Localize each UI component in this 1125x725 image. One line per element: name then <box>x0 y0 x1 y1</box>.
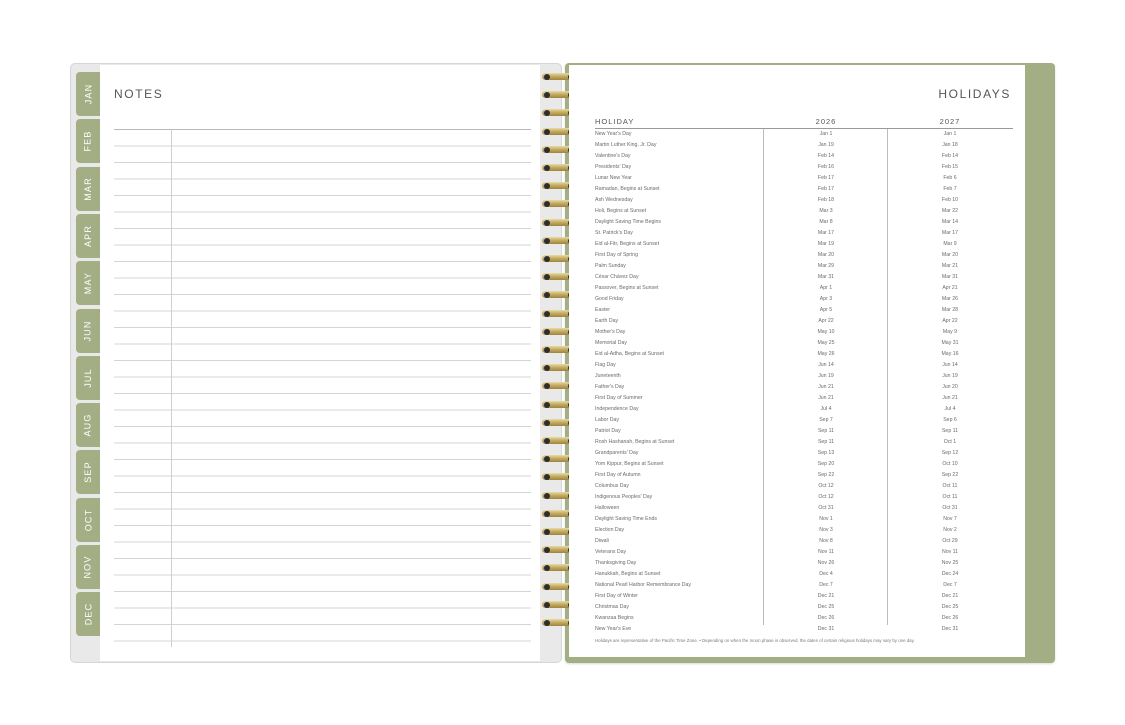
date-year-2: Nov 7 <box>943 516 957 522</box>
month-tab-label: DEC <box>82 602 93 626</box>
date-year-2: Mar 31 <box>941 274 959 280</box>
table-row <box>595 569 1013 580</box>
date-year-1: Feb 17 <box>817 186 835 192</box>
date-year-1: Mar 29 <box>817 263 835 269</box>
holiday-name: Valentine's Day <box>595 153 631 159</box>
holiday-name: Halloween <box>595 505 620 511</box>
date-year-2: Sep 6 <box>943 417 957 423</box>
date-year-1: Jul 4 <box>820 406 832 412</box>
date-year-1: Feb 17 <box>817 175 835 181</box>
holiday-name: Christmas Day <box>595 604 630 610</box>
holiday-name: Daylight Saving Time Begins <box>595 219 662 225</box>
footnote: Holidays are representative of the Pacific Time Zone. • Depending on when the moon phase is observed, the dates of certain religious holidays may vary by one day. <box>595 638 915 643</box>
holidays-page <box>569 65 1025 657</box>
date-year-2: Jun 14 <box>942 362 958 368</box>
table-row <box>595 558 1013 569</box>
month-tab-jun[interactable] <box>76 309 100 353</box>
date-year-1: Dec 21 <box>817 593 835 599</box>
holiday-name: Indigenous Peoples' Day <box>595 494 653 500</box>
table-header <box>595 116 1013 129</box>
date-year-1: Oct 12 <box>818 494 834 500</box>
table-row <box>595 173 1013 184</box>
month-tab-aug[interactable] <box>76 403 100 447</box>
date-year-2: Sep 22 <box>941 472 959 478</box>
date-year-1: Nov 8 <box>819 538 833 544</box>
date-year-1: Nov 1 <box>819 516 833 522</box>
table-row <box>595 426 1013 437</box>
holiday-name: New Year's Eve <box>595 626 632 632</box>
date-year-2: Feb 15 <box>941 164 959 170</box>
month-tab-label: MAY <box>83 271 93 295</box>
month-tab-apr[interactable] <box>76 214 100 258</box>
date-year-1: Apr 1 <box>819 285 833 291</box>
date-year-1: Nov 26 <box>817 560 835 566</box>
month-tab-label: JUL <box>82 367 93 388</box>
date-year-2: Mar 17 <box>941 230 959 236</box>
date-year-1: Mar 17 <box>817 230 835 236</box>
holiday-name: Good Friday <box>595 296 624 302</box>
date-year-2: Mar 28 <box>941 307 959 313</box>
table-row <box>595 382 1013 393</box>
date-year-2: Dec 21 <box>941 593 959 599</box>
date-year-1: May 10 <box>817 329 835 335</box>
date-year-2: May 9 <box>942 329 958 335</box>
table-row <box>595 470 1013 481</box>
month-tab-label: JAN <box>82 83 93 105</box>
holiday-name: César Chávez Day <box>595 274 639 280</box>
date-year-2: Nov 11 <box>941 549 959 555</box>
date-year-1: Dec 25 <box>817 604 835 610</box>
table-row <box>595 228 1013 239</box>
holiday-name: Yom Kippur, Begins at Sunset <box>595 461 664 467</box>
holiday-name: St. Patrick's Day <box>595 230 633 236</box>
holiday-name: Martin Luther King, Jr. Day <box>595 142 657 148</box>
date-year-2: Dec 24 <box>941 571 959 577</box>
holiday-name: First Day of Winter <box>595 593 638 599</box>
holiday-name: Kwanzaa Begins <box>595 615 634 621</box>
holiday-name: National Pearl Harbor Remembrance Day <box>595 582 692 588</box>
holiday-name: Daylight Saving Time Ends <box>595 516 657 522</box>
month-tab-label: JUN <box>82 319 93 342</box>
holidays-table <box>595 116 1013 635</box>
date-year-2: Feb 14 <box>941 153 959 159</box>
date-year-2: Oct 1 <box>943 439 957 445</box>
date-year-2: Sep 11 <box>941 428 959 434</box>
month-tab-label: MAR <box>82 176 93 201</box>
date-year-2: Nov 25 <box>941 560 959 566</box>
table-row <box>595 580 1013 591</box>
date-year-1: Sep 11 <box>817 428 835 434</box>
date-year-2: Nov 2 <box>943 527 957 533</box>
date-year-1: Nov 11 <box>817 549 835 555</box>
notes-margin-divider <box>171 129 172 647</box>
date-year-1: Mar 19 <box>817 241 835 247</box>
table-row <box>595 206 1013 217</box>
date-year-2: Jun 19 <box>942 373 958 379</box>
month-tab-jul[interactable] <box>76 356 100 400</box>
date-year-1: Jun 21 <box>818 395 834 401</box>
holiday-name: Columbus Day <box>595 483 630 489</box>
table-row <box>595 349 1013 360</box>
month-tab-label: APR <box>82 224 93 247</box>
holiday-name: Ramadan, Begins at Sunset <box>595 186 660 192</box>
holiday-name: Holi, Begins at Sunset <box>595 208 647 214</box>
date-year-2: Mar 9 <box>943 241 957 247</box>
table-row <box>595 305 1013 316</box>
table-row <box>595 184 1013 195</box>
header-year-2: 2027 <box>939 117 961 126</box>
holiday-name: Election Day <box>595 527 625 533</box>
table-row <box>595 140 1013 151</box>
holiday-name: Palm Sunday <box>595 263 626 269</box>
table-row <box>595 514 1013 525</box>
table-row <box>595 283 1013 294</box>
table-row <box>595 327 1013 338</box>
holiday-name: Independence Day <box>595 406 639 412</box>
date-year-1: Mar 31 <box>817 274 835 280</box>
month-tab-jan[interactable] <box>76 72 100 116</box>
table-row <box>595 492 1013 503</box>
date-year-2: Jul 4 <box>944 406 956 412</box>
date-year-1: Dec 26 <box>817 615 835 621</box>
table-row <box>595 294 1013 305</box>
month-tab-oct[interactable] <box>76 498 100 542</box>
notes-lines <box>114 129 531 648</box>
holiday-name: First Day of Spring <box>595 252 638 258</box>
table-row <box>595 503 1013 514</box>
date-year-2: Mar 20 <box>941 252 959 258</box>
date-year-2: Jan 18 <box>942 142 958 148</box>
holiday-name: Diwali <box>595 538 609 544</box>
date-year-2: Mar 14 <box>941 219 959 225</box>
holiday-name: Ash Wednesday <box>595 197 633 203</box>
notes-page <box>100 65 540 661</box>
date-year-2: Apr 21 <box>942 285 958 291</box>
date-year-1: Oct 31 <box>818 505 834 511</box>
month-tab-nov[interactable] <box>76 545 100 589</box>
holiday-name: Passover, Begins at Sunset <box>595 285 659 291</box>
date-year-1: Sep 20 <box>817 461 835 467</box>
month-tab-label: NOV <box>82 555 93 579</box>
table-row <box>595 272 1013 283</box>
table-row <box>595 316 1013 327</box>
holiday-name: Veterans Day <box>595 549 627 555</box>
holiday-name: Patriot Day <box>595 428 621 434</box>
table-row <box>595 547 1013 558</box>
date-year-1: May 26 <box>817 351 835 357</box>
date-year-2: May 16 <box>941 351 959 357</box>
date-year-2: Dec 26 <box>941 615 959 621</box>
date-year-1: Nov 3 <box>819 527 833 533</box>
date-year-1: Jun 19 <box>818 373 834 379</box>
table-row <box>595 151 1013 162</box>
table-row <box>595 437 1013 448</box>
date-year-1: Dec 31 <box>817 626 835 632</box>
table-row <box>595 360 1013 371</box>
holiday-name: Easter <box>595 307 610 313</box>
date-year-2: Oct 10 <box>942 461 958 467</box>
table-row <box>595 525 1013 536</box>
date-year-1: Oct 12 <box>818 483 834 489</box>
date-year-2: Oct 11 <box>942 483 958 489</box>
date-year-1: Jun 21 <box>818 384 834 390</box>
table-row <box>595 393 1013 404</box>
date-year-2: Jun 20 <box>942 384 958 390</box>
table-row <box>595 459 1013 470</box>
table-row <box>595 129 1013 140</box>
holiday-name: Thanksgiving Day <box>595 560 637 566</box>
table-row <box>595 536 1013 547</box>
month-tab-feb[interactable] <box>76 119 100 163</box>
month-tab-label: FEB <box>82 130 93 152</box>
month-tab-label: AUG <box>82 413 93 437</box>
date-year-1: Apr 5 <box>819 307 833 313</box>
date-year-2: Feb 6 <box>943 175 957 181</box>
date-year-1: Sep 7 <box>819 417 833 423</box>
date-year-2: Apr 22 <box>942 318 958 324</box>
holiday-name: Flag Day <box>595 362 616 368</box>
date-year-2: Oct 11 <box>942 494 958 500</box>
month-tabs <box>76 72 100 650</box>
holiday-name: Juneteenth <box>595 373 621 379</box>
table-row <box>595 239 1013 250</box>
holiday-name: Labor Day <box>595 417 619 423</box>
date-year-2: Mar 22 <box>941 208 959 214</box>
date-year-1: Sep 22 <box>817 472 835 478</box>
month-tab-dec[interactable] <box>76 592 100 636</box>
date-year-1: Mar 8 <box>819 219 833 225</box>
date-year-1: Sep 11 <box>817 439 835 445</box>
date-year-2: Feb 7 <box>943 186 957 192</box>
holiday-name: First Day of Summer <box>595 395 643 401</box>
date-year-1: Feb 16 <box>817 164 835 170</box>
table-row <box>595 613 1013 624</box>
table-row <box>595 591 1013 602</box>
month-tab-may[interactable] <box>76 261 100 305</box>
date-year-2: May 31 <box>941 340 959 346</box>
table-row <box>595 261 1013 272</box>
holiday-name: Lunar New Year <box>595 175 632 181</box>
table-row <box>595 624 1013 635</box>
holiday-name: Memorial Day <box>595 340 627 346</box>
holiday-name: New Year's Day <box>595 131 632 137</box>
table-row <box>595 448 1013 459</box>
holiday-name: Eid al-Adha, Begins at Sunset <box>595 351 664 357</box>
date-year-2: Jan 1 <box>943 131 957 137</box>
header-year-1: 2026 <box>815 117 837 126</box>
holiday-name: Presidents' Day <box>595 164 632 170</box>
date-year-2: Sep 12 <box>941 450 959 456</box>
month-tab-sep[interactable] <box>76 450 100 494</box>
table-row <box>595 371 1013 382</box>
table-row <box>595 162 1013 173</box>
date-year-1: Feb 18 <box>817 197 835 203</box>
date-year-2: Oct 29 <box>942 538 958 544</box>
month-tab-label: SEP <box>82 461 93 484</box>
holiday-name: Earth Day <box>595 318 619 324</box>
date-year-2: Dec 25 <box>941 604 959 610</box>
date-year-1: May 25 <box>817 340 835 346</box>
month-tab-label: OCT <box>82 508 93 531</box>
holiday-name: Hanukkah, Begins at Sunset <box>595 571 661 577</box>
holiday-name: Grandparents' Day <box>595 450 639 456</box>
table-row <box>595 602 1013 613</box>
date-year-2: Dec 31 <box>941 626 959 632</box>
date-year-1: Jan 1 <box>819 131 833 137</box>
table-row <box>595 250 1013 261</box>
table-row <box>595 415 1013 426</box>
date-year-1: Sep 13 <box>817 450 835 456</box>
table-row <box>595 338 1013 349</box>
table-row <box>595 217 1013 228</box>
date-year-2: Mar 26 <box>941 296 959 302</box>
holidays-title: HOLIDAYS <box>938 87 1011 101</box>
holiday-name: Mother's Day <box>595 329 626 335</box>
date-year-1: Dec 7 <box>819 582 833 588</box>
table-row <box>595 481 1013 492</box>
date-year-1: Mar 20 <box>817 252 835 258</box>
date-year-1: Apr 22 <box>818 318 834 324</box>
month-tab-mar[interactable] <box>76 167 100 211</box>
date-year-1: Jun 14 <box>818 362 834 368</box>
date-year-1: Mar 3 <box>819 208 833 214</box>
table-row <box>595 195 1013 206</box>
holiday-name: Father's Day <box>595 384 625 390</box>
date-year-1: Apr 3 <box>819 296 833 302</box>
holiday-name: Rosh Hashanah, Begins at Sunset <box>595 439 675 445</box>
date-year-2: Oct 31 <box>942 505 958 511</box>
date-year-2: Jun 21 <box>942 395 958 401</box>
date-year-1: Feb 14 <box>817 153 835 159</box>
holiday-name: First Day of Autumn <box>595 472 641 478</box>
date-year-1: Jan 19 <box>818 142 834 148</box>
holiday-name: Eid al-Fitr, Begins at Sunset <box>595 241 660 247</box>
date-year-2: Mar 21 <box>941 263 959 269</box>
date-year-2: Feb 10 <box>941 197 959 203</box>
notes-title: NOTES <box>114 87 164 101</box>
date-year-2: Dec 7 <box>943 582 957 588</box>
table-row <box>595 404 1013 415</box>
table-body <box>595 129 1013 635</box>
header-holiday: HOLIDAY <box>595 117 635 126</box>
date-year-1: Dec 4 <box>819 571 833 577</box>
